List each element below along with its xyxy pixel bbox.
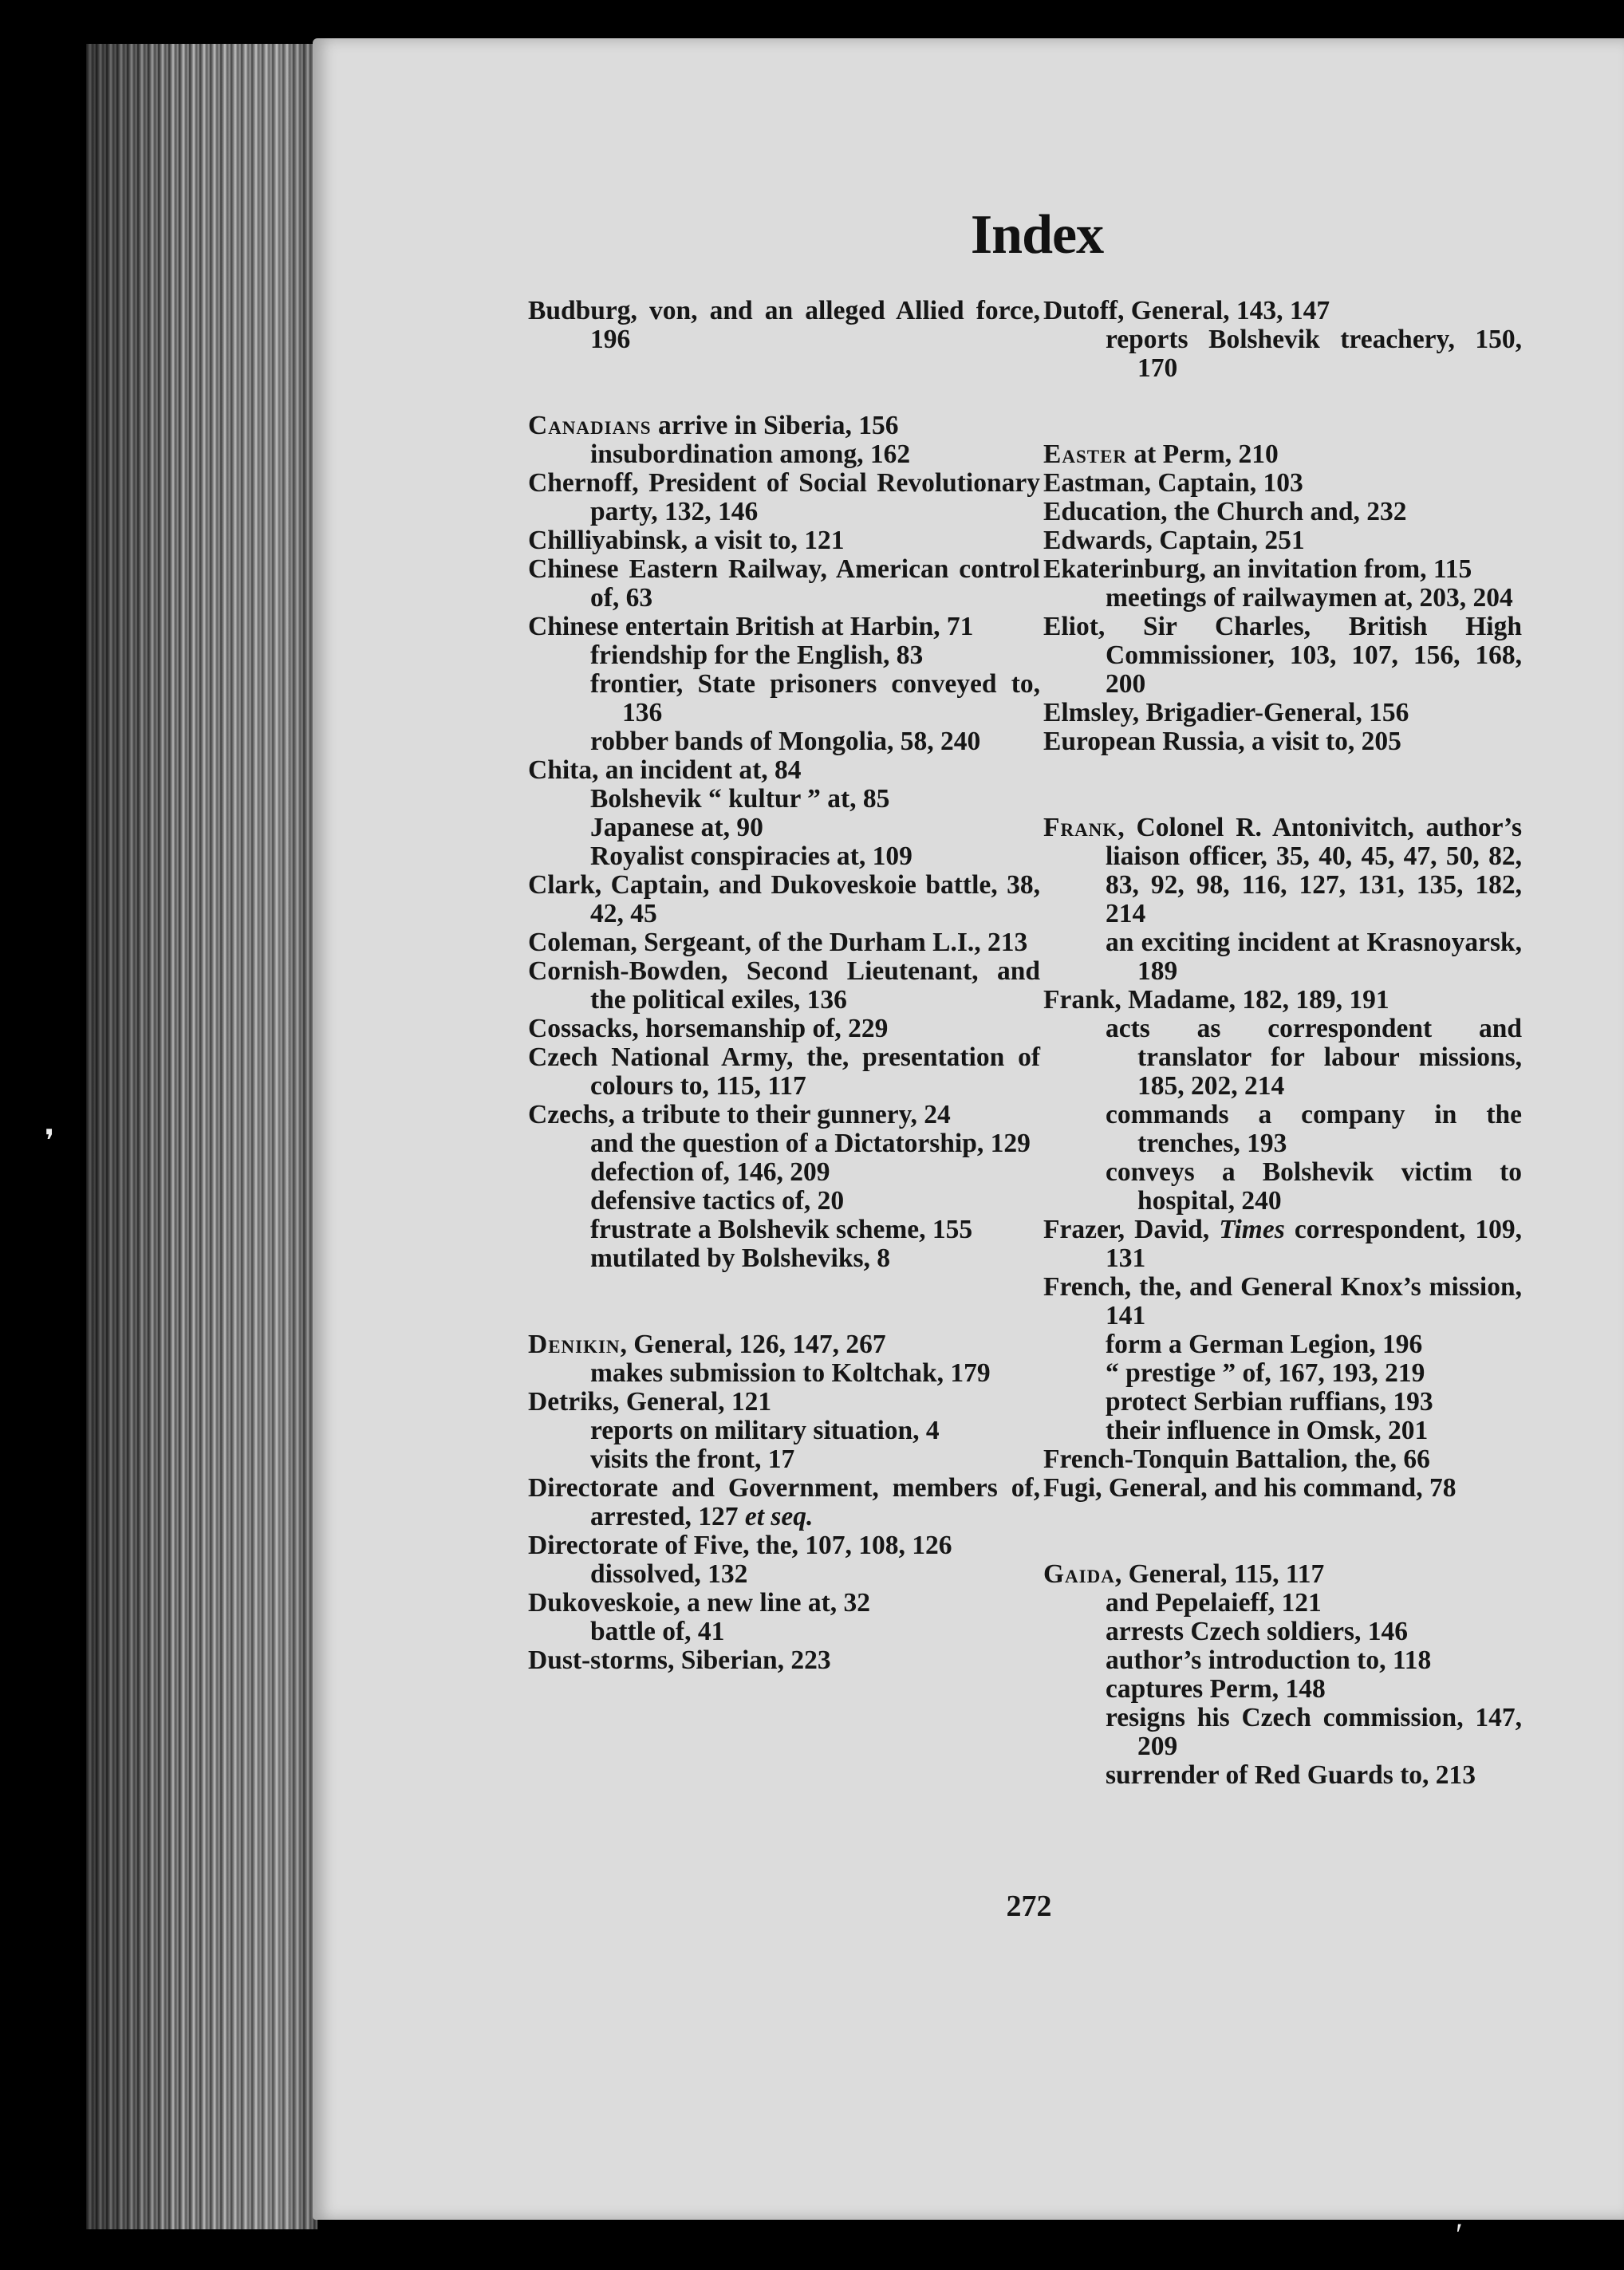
entry-heading: Budburg xyxy=(528,296,631,325)
index-entry xyxy=(1043,297,1522,325)
entry-text: captures Perm, 148 xyxy=(1106,1674,1326,1704)
entry-text: and Pepelaieff, 121 xyxy=(1106,1588,1322,1618)
entry-text: , the, 107, 108, 126 xyxy=(743,1531,952,1560)
index-subentry xyxy=(1043,1761,1522,1790)
entry-text: frontier, State prisoners conveyed to, 136 xyxy=(590,669,1040,727)
letter-group-gap xyxy=(1043,1503,1522,1560)
entry-text: , David, xyxy=(1117,1215,1220,1244)
index-subentry xyxy=(528,1417,1040,1445)
entry-text: , the, presentation of colours to, 115, 117 xyxy=(590,1042,1040,1101)
book-page-edges xyxy=(86,44,317,2229)
letter-group-gap xyxy=(1043,756,1522,814)
entry-heading: Gaida xyxy=(1043,1559,1115,1589)
index-entry xyxy=(1043,1474,1522,1503)
entry-text: their influence in Omsk, 201 xyxy=(1106,1416,1429,1445)
entry-text: visits the front, 17 xyxy=(590,1444,795,1474)
entry-heading: Frank xyxy=(1043,985,1115,1015)
entry-text: , the, and General Knox’s mission, 141 xyxy=(1106,1272,1522,1330)
entry-text: friendship for the English, 83 xyxy=(590,640,924,670)
index-subentry xyxy=(528,1129,1040,1158)
index-subentry xyxy=(528,1618,1040,1646)
index-subentry xyxy=(528,1359,1040,1388)
index-entry xyxy=(528,928,1040,957)
index-entry xyxy=(1043,469,1522,498)
index-entry xyxy=(528,469,1040,526)
entry-text: battle of, 41 xyxy=(590,1617,725,1646)
entry-heading: Eliot xyxy=(1043,612,1098,641)
entry-text: Bolshevik “ kultur ” at, 85 xyxy=(590,784,890,814)
index-entry xyxy=(528,1531,1040,1560)
entry-text: , Sergeant, of the Durham L.I., 213 xyxy=(630,928,1028,957)
entry-text: , American control of, 63 xyxy=(590,554,1040,613)
entry-heading: Cossacks xyxy=(528,1014,633,1043)
index-subentry xyxy=(1043,928,1522,986)
entry-text: , the Church and, 232 xyxy=(1161,497,1407,526)
index-entry xyxy=(528,957,1040,1015)
index-subentry xyxy=(528,1244,1040,1273)
entry-text: arrive in Siberia, 156 xyxy=(651,411,899,440)
index-subentry xyxy=(1043,1417,1522,1445)
index-entry xyxy=(528,1101,1040,1129)
letter-group-gap xyxy=(528,354,1040,412)
index-subentry xyxy=(1043,1015,1522,1101)
entry-text: correspondent, 109, 131 xyxy=(1106,1215,1522,1273)
index-entry xyxy=(1043,555,1522,584)
entry-text: , Captain, and Dukoveskoie battle, 38, 42, 45 xyxy=(590,870,1040,928)
entry-heading: Clark xyxy=(528,870,595,900)
index-subentry xyxy=(1043,584,1522,613)
index-entry xyxy=(1043,440,1522,469)
entry-heading: Frank xyxy=(1043,813,1118,842)
entry-text: insubordination among, 162 xyxy=(590,439,911,469)
entry-heading: Cornish-Bowden xyxy=(528,956,721,986)
entry-text: , Captain, 251 xyxy=(1145,526,1305,555)
index-subentry xyxy=(528,1560,1040,1589)
entry-text: meetings of railwaymen at, 203, 204 xyxy=(1106,583,1513,613)
page-number: 272 xyxy=(1006,1890,1052,1923)
letter-group-gap xyxy=(528,1273,1040,1330)
index-subentry xyxy=(528,727,1040,756)
entry-text: , members of, arrested, 127 xyxy=(590,1473,1040,1531)
entry-text: , the, 66 xyxy=(1341,1444,1430,1474)
entry-text: , General, 115, 117 xyxy=(1114,1559,1325,1589)
index-subentry xyxy=(1043,325,1522,383)
index-entry xyxy=(528,871,1040,928)
entry-heading: Chita xyxy=(528,755,593,785)
index-subentry xyxy=(528,842,1040,871)
index-subentry xyxy=(528,670,1040,727)
entry-text: Royalist conspiracies at, 109 xyxy=(590,841,913,871)
index-subentry xyxy=(1043,1101,1522,1158)
entry-heading: Denikin xyxy=(528,1330,621,1359)
index-subentry xyxy=(528,1158,1040,1187)
entry-text: , a new line at, 32 xyxy=(673,1588,871,1618)
index-entry xyxy=(528,756,1040,785)
entry-heading: European Russia xyxy=(1043,727,1239,756)
entry-text: author’s introduction to, 118 xyxy=(1106,1645,1432,1675)
entry-italic: Times xyxy=(1219,1215,1285,1244)
index-column-right xyxy=(1043,297,1522,1790)
entry-text: , Captain, 103 xyxy=(1144,468,1303,498)
entry-text: , von, and an alleged Allied force, 196 xyxy=(590,296,1040,354)
index-entry xyxy=(1043,1560,1522,1589)
entry-heading: Canadians xyxy=(528,411,652,440)
entry-text: and the question of a Dictatorship, 129 xyxy=(590,1129,1031,1158)
index-entry xyxy=(528,412,1040,440)
entry-heading: Elmsley xyxy=(1043,698,1133,727)
entry-text: dissolved, 132 xyxy=(590,1559,748,1589)
index-entry xyxy=(528,1474,1040,1531)
entry-heading: Chinese xyxy=(528,612,619,641)
index-subentry xyxy=(528,814,1040,842)
index-subentry xyxy=(1043,1158,1522,1216)
entry-text: form a German Legion, 196 xyxy=(1106,1330,1423,1359)
entry-text: reports on military situation, 4 xyxy=(590,1416,940,1445)
entry-text: , an invitation from, 115 xyxy=(1199,554,1472,584)
entry-text: Japanese at, 90 xyxy=(590,813,763,842)
entry-heading: Eastman xyxy=(1043,468,1145,498)
entry-text: , General, 143, 147 xyxy=(1117,296,1330,325)
scan-corner-mark: ʹ xyxy=(1456,2217,1463,2252)
entry-text: , a tribute to their gunnery, 24 xyxy=(608,1100,951,1129)
entry-text: conveys a Bolshevik victim to hospital, 240 xyxy=(1106,1157,1522,1216)
entry-text: , Brigadier-General, 156 xyxy=(1132,698,1409,727)
entry-text: , a visit to, 205 xyxy=(1238,727,1401,756)
index-subentry xyxy=(528,440,1040,469)
entry-text: mutilated by Bolsheviks, 8 xyxy=(590,1243,891,1273)
entry-text: defection of, 146, 209 xyxy=(590,1157,830,1187)
entry-text: resigns his Czech commission, 147, 209 xyxy=(1106,1703,1522,1761)
index-subentry xyxy=(528,785,1040,814)
page-title: Index xyxy=(970,204,1104,266)
index-entry xyxy=(1043,1445,1522,1474)
entry-text: robber bands of Mongolia, 58, 240 xyxy=(590,727,981,756)
index-subentry xyxy=(1043,1388,1522,1417)
index-entry xyxy=(1043,1216,1522,1273)
entry-text: makes submission to Koltchak, 179 xyxy=(590,1358,991,1388)
index-entry xyxy=(528,1388,1040,1417)
entry-text: , General, 121 xyxy=(613,1387,772,1417)
entry-heading: Directorate of Five xyxy=(528,1531,743,1560)
index-subentry xyxy=(1043,1675,1522,1704)
entry-text: , General, and his command, 78 xyxy=(1095,1473,1456,1503)
entry-text: at Perm, 210 xyxy=(1127,439,1279,469)
entry-heading: Edwards xyxy=(1043,526,1146,555)
index-entry xyxy=(1043,526,1522,555)
entry-heading: Ekaterinburg xyxy=(1043,554,1200,584)
entry-text: reports Bolshevik treachery, 150, 170 xyxy=(1106,325,1522,383)
entry-text: , an incident at, 84 xyxy=(592,755,802,785)
index-subentry xyxy=(1043,1704,1522,1761)
index-entry xyxy=(1043,498,1522,526)
letter-group-gap xyxy=(1043,383,1522,440)
entry-heading: Frazer xyxy=(1043,1215,1118,1244)
entry-heading: Dutoff xyxy=(1043,296,1118,325)
scan-speck-mark: ❜ xyxy=(45,1125,55,1158)
entry-text: , Second Lieutenant, and the political exiles, 136 xyxy=(590,956,1040,1015)
entry-heading: Detriks xyxy=(528,1387,613,1417)
entry-text: entertain British at Harbin, 71 xyxy=(618,612,974,641)
index-subentry xyxy=(528,641,1040,670)
entry-heading: Chilliyabinsk xyxy=(528,526,681,555)
index-entry xyxy=(528,526,1040,555)
index-entry xyxy=(528,297,1040,354)
index-subentry xyxy=(528,1216,1040,1244)
index-entry xyxy=(1043,727,1522,756)
index-subentry xyxy=(1043,1646,1522,1675)
entry-text: , General, 126, 147, 267 xyxy=(620,1330,886,1359)
entry-text: , a visit to, 121 xyxy=(680,526,845,555)
entry-text: , Colonel R. Antonivitch, author’s liaison officer, 35, 40, 45, 47, 50, 82, 83, 92, 98, 116, 127, 131, 135, 182, 214 xyxy=(1106,813,1522,928)
entry-text: , horsemanship of, 229 xyxy=(632,1014,889,1043)
entry-text: “ prestige ” of, 167, 193, 219 xyxy=(1106,1358,1425,1388)
entry-text: , Madame, 182, 189, 191 xyxy=(1114,985,1389,1015)
entry-text: protect Serbian ruffians, 193 xyxy=(1106,1387,1433,1417)
index-subentry xyxy=(1043,1330,1522,1359)
index-entry xyxy=(528,1043,1040,1101)
entry-text: defensive tactics of, 20 xyxy=(590,1186,845,1216)
index-entry xyxy=(528,1330,1040,1359)
entry-text: commands a company in the trenches, 193 xyxy=(1106,1100,1522,1158)
entry-heading: Directorate and Government xyxy=(528,1473,873,1503)
index-entry xyxy=(1043,814,1522,928)
entry-italic: et seq. xyxy=(744,1502,814,1531)
entry-heading: French xyxy=(1043,1272,1125,1302)
entry-text: , President of Social Revolutionary party, 132, 146 xyxy=(590,468,1040,526)
index-entry xyxy=(1043,699,1522,727)
index-entry xyxy=(528,1015,1040,1043)
entry-heading: Coleman xyxy=(528,928,631,957)
index-subentry xyxy=(528,1445,1040,1474)
index-subentry xyxy=(1043,1359,1522,1388)
index-entry xyxy=(528,613,1040,641)
entry-text: frustrate a Bolshevik scheme, 155 xyxy=(590,1215,973,1244)
index-entry xyxy=(1043,613,1522,699)
entry-heading: Dust-storms xyxy=(528,1645,668,1675)
entry-heading: Chinese Eastern Railway xyxy=(528,554,821,584)
index-entry xyxy=(528,555,1040,613)
index-entry xyxy=(1043,986,1522,1015)
index-entry xyxy=(528,1589,1040,1618)
entry-heading: Fugi xyxy=(1043,1473,1096,1503)
index-subentry xyxy=(1043,1589,1522,1618)
entry-text: , Sir Charles, British High Commissioner, 103, 107, 156, 168, 200 xyxy=(1098,612,1522,699)
index-entry xyxy=(528,1646,1040,1675)
index-column-left xyxy=(528,297,1040,1675)
index-subentry xyxy=(528,1187,1040,1216)
entry-heading: Czech National Army xyxy=(528,1042,787,1072)
entry-heading: French-Tonquin Battalion xyxy=(1043,1444,1342,1474)
entry-heading: Easter xyxy=(1043,439,1128,469)
entry-heading: Education xyxy=(1043,497,1161,526)
entry-heading: Dukoveskoie xyxy=(528,1588,674,1618)
entry-heading: Chernoff xyxy=(528,468,633,498)
index-subentry xyxy=(1043,1618,1522,1646)
entry-text: acts as correspondent and translator for labour missions, 185, 202, 214 xyxy=(1106,1014,1522,1101)
entry-text: an exciting incident at Krasnoyarsk, 189 xyxy=(1106,928,1522,986)
entry-text: , Siberian, 223 xyxy=(667,1645,831,1675)
index-entry xyxy=(1043,1273,1522,1330)
entry-heading: Czechs xyxy=(528,1100,609,1129)
entry-text: surrender of Red Guards to, 213 xyxy=(1106,1760,1476,1790)
entry-text: arrests Czech soldiers, 146 xyxy=(1106,1617,1408,1646)
